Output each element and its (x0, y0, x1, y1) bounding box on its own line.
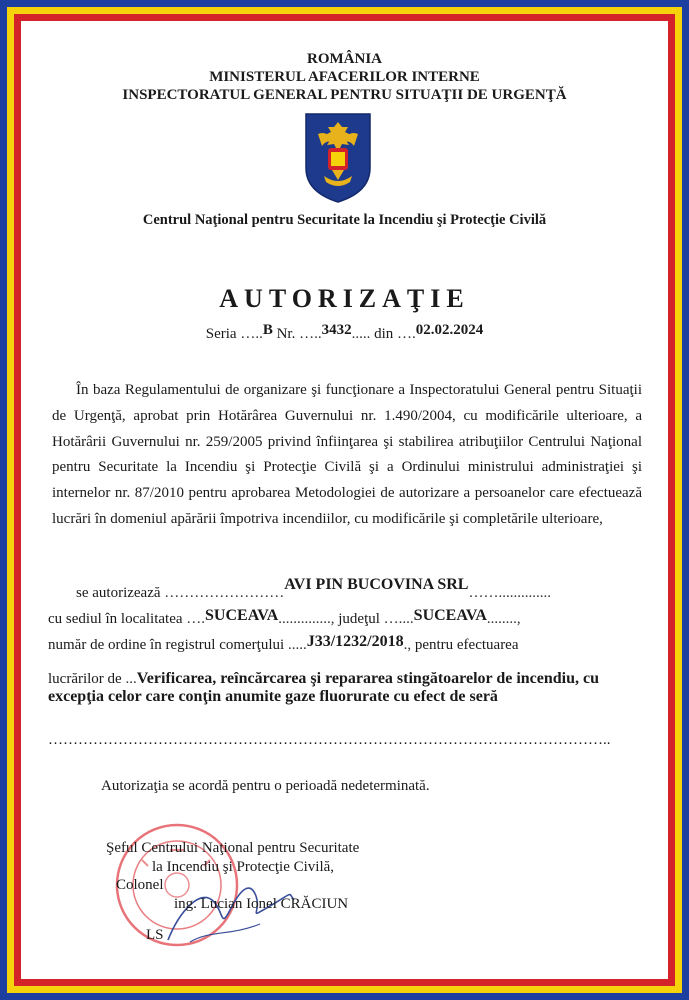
works-description: Verificarea, reîncărcarea şi repararea stingătoarelor de incendiu, cu excepţia celor care conţin anumite gaze fluorurate cu efect de seră (48, 670, 600, 705)
pentru-label: pentru efectuarea (414, 637, 519, 653)
legal-basis-paragraph (52, 378, 642, 533)
judet-label: judeţul (338, 611, 380, 627)
body-paragraph: În baza Regulamentului de organizare şi funcţionare a Inspectoratului General pentru Situaţii de Urgenţă, aprobat prin Hotărârea Guvernului nr. 1.490/2004, cu modificările ulterioare, a Hotărârii Guvernului nr. 259/2005 privind înfiinţarea şi stabilirea atribuţiilor Centrului Naţional pentru Securitate la Incendiu şi Protecţie Civilă şi a Ordinului ministrului administraţiei şi internelor nr. 87/2010 pentru aprobarea Metodologiei de autorizare a persoanelor care efectuează lucrări în domeniul apărării împotriva incendiilor, cu modificările şi completările ulterioare, (52, 382, 642, 527)
signatory-title-line1: Şeful Centrului Naţional pentru Securitate (106, 840, 360, 856)
judet-value: SUCEAVA (413, 607, 487, 624)
locality-line: cu sediul în localitatea ….SUCEAVA.............., judeţul …....SUCEAVA........, (48, 607, 521, 627)
signatory-rank: Colonel (116, 877, 164, 893)
registru-label: număr de ordine în registrul comerţului (48, 637, 285, 653)
romanian-coat-of-arms-icon (302, 110, 374, 204)
registry-line: număr de ordine în registrul comerţului .....J33/1232/2018., pentru efectuarea (48, 633, 519, 653)
centre-name: Centrul Naţional pentru Securitate la Incendiu şi Protecţie Civilă (142, 212, 547, 228)
header-ministry: MINISTERUL AFACERILOR INTERNE (209, 69, 480, 85)
authorized-company-line: se autorizează ……………………AVI PIN BUCOVINA SRL…….............. (76, 576, 551, 601)
signatory-title-line2: la Incendiu şi Protecţie Civilă, (152, 859, 335, 875)
din-label: din (374, 326, 394, 342)
seria-label: Seria (205, 326, 237, 342)
header-inspectorate: INSPECTORATUL GENERAL PENTRU SITUAŢII DE URGENŢĂ (122, 87, 567, 103)
header-country: ROMÂNIA (307, 51, 382, 67)
lucrari-label: lucrărilor de (48, 671, 122, 687)
sediul-label: cu sediul în localitatea (48, 611, 183, 627)
nr-label: Nr. (276, 326, 296, 342)
document-title: AUTORIZAŢIE (219, 284, 470, 313)
nr-value: 3432 (321, 322, 352, 338)
registry-value: J33/1232/2018 (306, 633, 404, 650)
autorizeaza-label: se autorizează (76, 585, 161, 601)
company-name: AVI PIN BUCOVINA SRL (284, 576, 469, 593)
works-line: lucrărilor de ...Verificarea, reîncărcarea şi repararea stingătoarelor de incendiu, cu excepţia celor care conţin anumite gaze fluorurate cu efect de seră (48, 670, 600, 705)
series-number-line: Seria …..B Nr. …..3432..... din ….02.02.2024 (205, 322, 484, 342)
din-value: 02.02.2024 (415, 322, 484, 338)
dotted-blank-line: ………………………………………………………………………………………………….. (48, 732, 611, 748)
locus-sigilli: LS (146, 927, 164, 943)
signatory-name: ing. Lucian Ionel CRĂCIUN (174, 896, 349, 912)
validity-period: Autorizaţia se acordă pentru o perioadă nedeterminată. (101, 778, 430, 794)
locality-value: SUCEAVA (205, 607, 279, 624)
seria-value: B (262, 322, 273, 338)
